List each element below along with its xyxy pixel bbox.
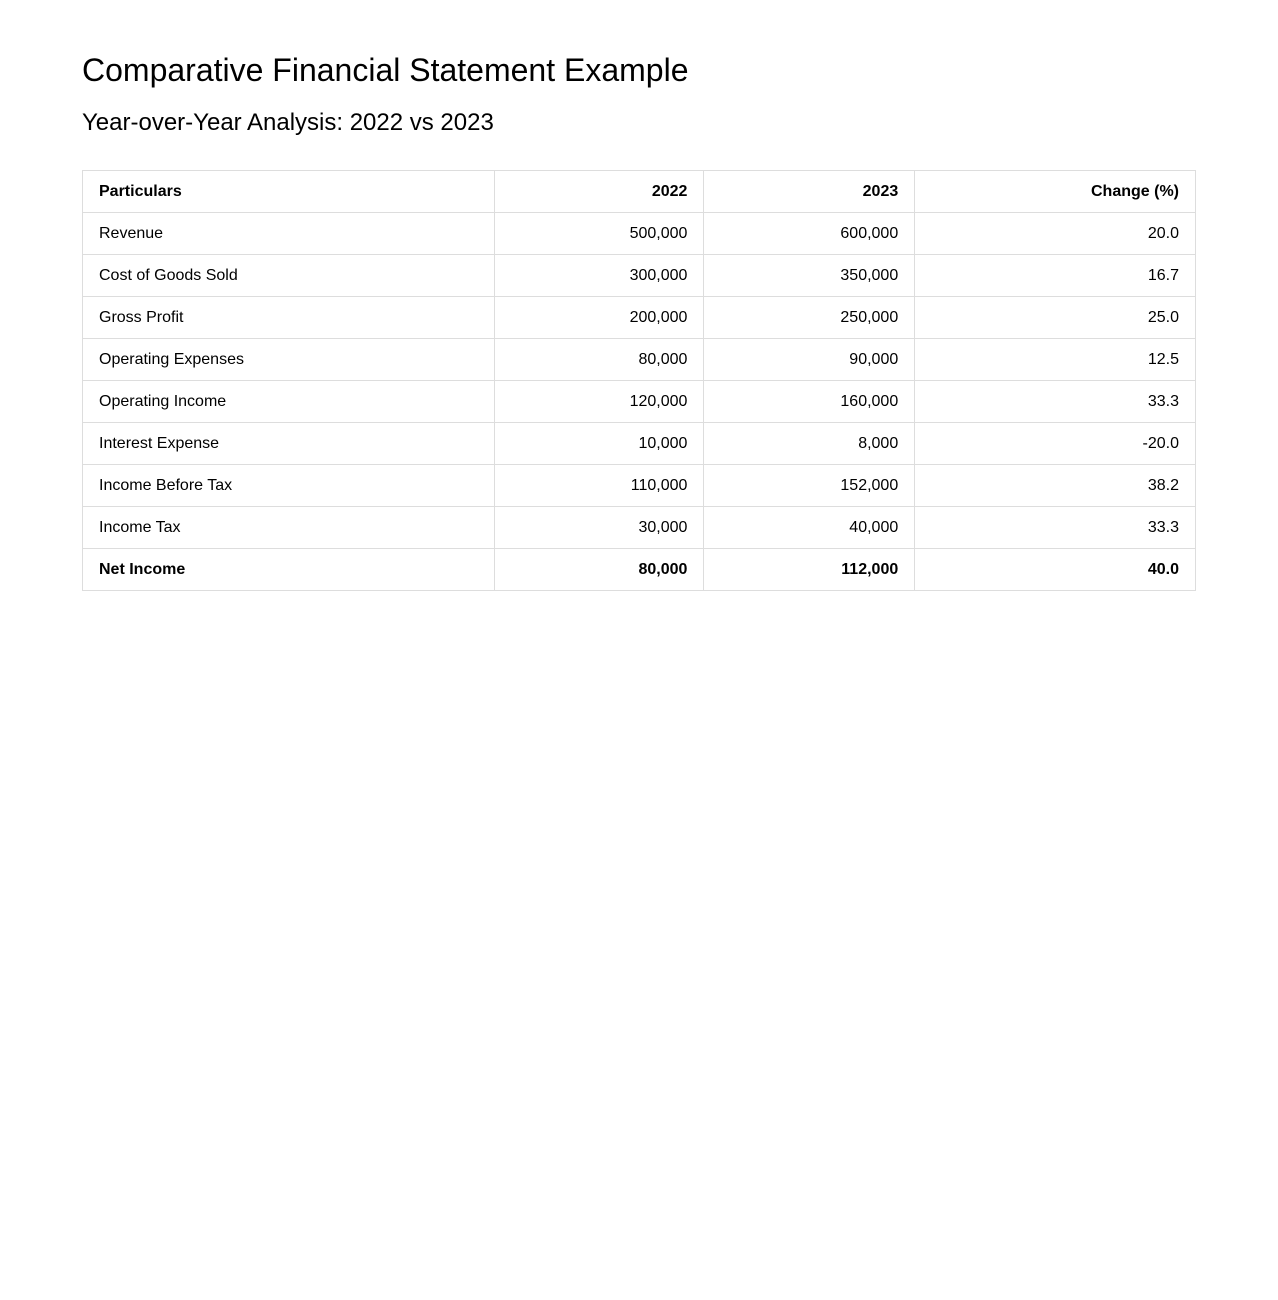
value-2023: 8,000	[704, 423, 915, 465]
value-change: 12.5	[915, 339, 1196, 381]
table-row-operating-expenses	[83, 339, 1196, 381]
header-particulars: Particulars	[83, 171, 495, 213]
value-change: 33.3	[915, 507, 1196, 549]
table-row-interest-expense	[83, 423, 1196, 465]
table-row-cogs	[83, 255, 1196, 297]
value-change: 33.3	[915, 381, 1196, 423]
value-2023: 350,000	[704, 255, 915, 297]
value-2023: 40,000	[704, 507, 915, 549]
value-2023: 600,000	[704, 213, 915, 255]
row-label: Operating Income	[83, 381, 495, 423]
value-2023: 112,000	[704, 549, 915, 591]
table-row-revenue	[83, 213, 1196, 255]
header-2022: 2022	[494, 171, 704, 213]
row-label: Revenue	[83, 213, 495, 255]
page-title: Comparative Financial Statement Example	[82, 52, 689, 88]
value-2022: 500,000	[494, 213, 704, 255]
value-2022: 200,000	[494, 297, 704, 339]
row-label: Income Before Tax	[83, 465, 495, 507]
page-subtitle: Year-over-Year Analysis: 2022 vs 2023	[82, 109, 494, 136]
value-2022: 30,000	[494, 507, 704, 549]
value-change: -20.0	[915, 423, 1196, 465]
header-change-percent: Change (%)	[915, 171, 1196, 213]
table-row-operating-income	[83, 381, 1196, 423]
value-2023: 152,000	[704, 465, 915, 507]
value-change: 38.2	[915, 465, 1196, 507]
table-row-income-tax	[83, 507, 1196, 549]
value-2023: 90,000	[704, 339, 915, 381]
value-change: 25.0	[915, 297, 1196, 339]
row-label: Interest Expense	[83, 423, 495, 465]
value-2022: 300,000	[494, 255, 704, 297]
value-2022: 10,000	[494, 423, 704, 465]
value-2022: 80,000	[494, 549, 704, 591]
value-change: 16.7	[915, 255, 1196, 297]
table-row-income-before-tax	[83, 465, 1196, 507]
value-change: 40.0	[915, 549, 1196, 591]
row-label: Gross Profit	[83, 297, 495, 339]
row-label: Cost of Goods Sold	[83, 255, 495, 297]
value-2023: 250,000	[704, 297, 915, 339]
value-2022: 80,000	[494, 339, 704, 381]
financial-statement-table	[82, 170, 1196, 591]
table-row-gross-profit	[83, 297, 1196, 339]
row-label: Operating Expenses	[83, 339, 495, 381]
value-change: 20.0	[915, 213, 1196, 255]
value-2022: 110,000	[494, 465, 704, 507]
row-label: Net Income	[83, 549, 495, 591]
value-2023: 160,000	[704, 381, 915, 423]
table-row-net-income	[83, 549, 1196, 591]
header-2023: 2023	[704, 171, 915, 213]
table-header-row	[83, 171, 1196, 213]
value-2022: 120,000	[494, 381, 704, 423]
row-label: Income Tax	[83, 507, 495, 549]
